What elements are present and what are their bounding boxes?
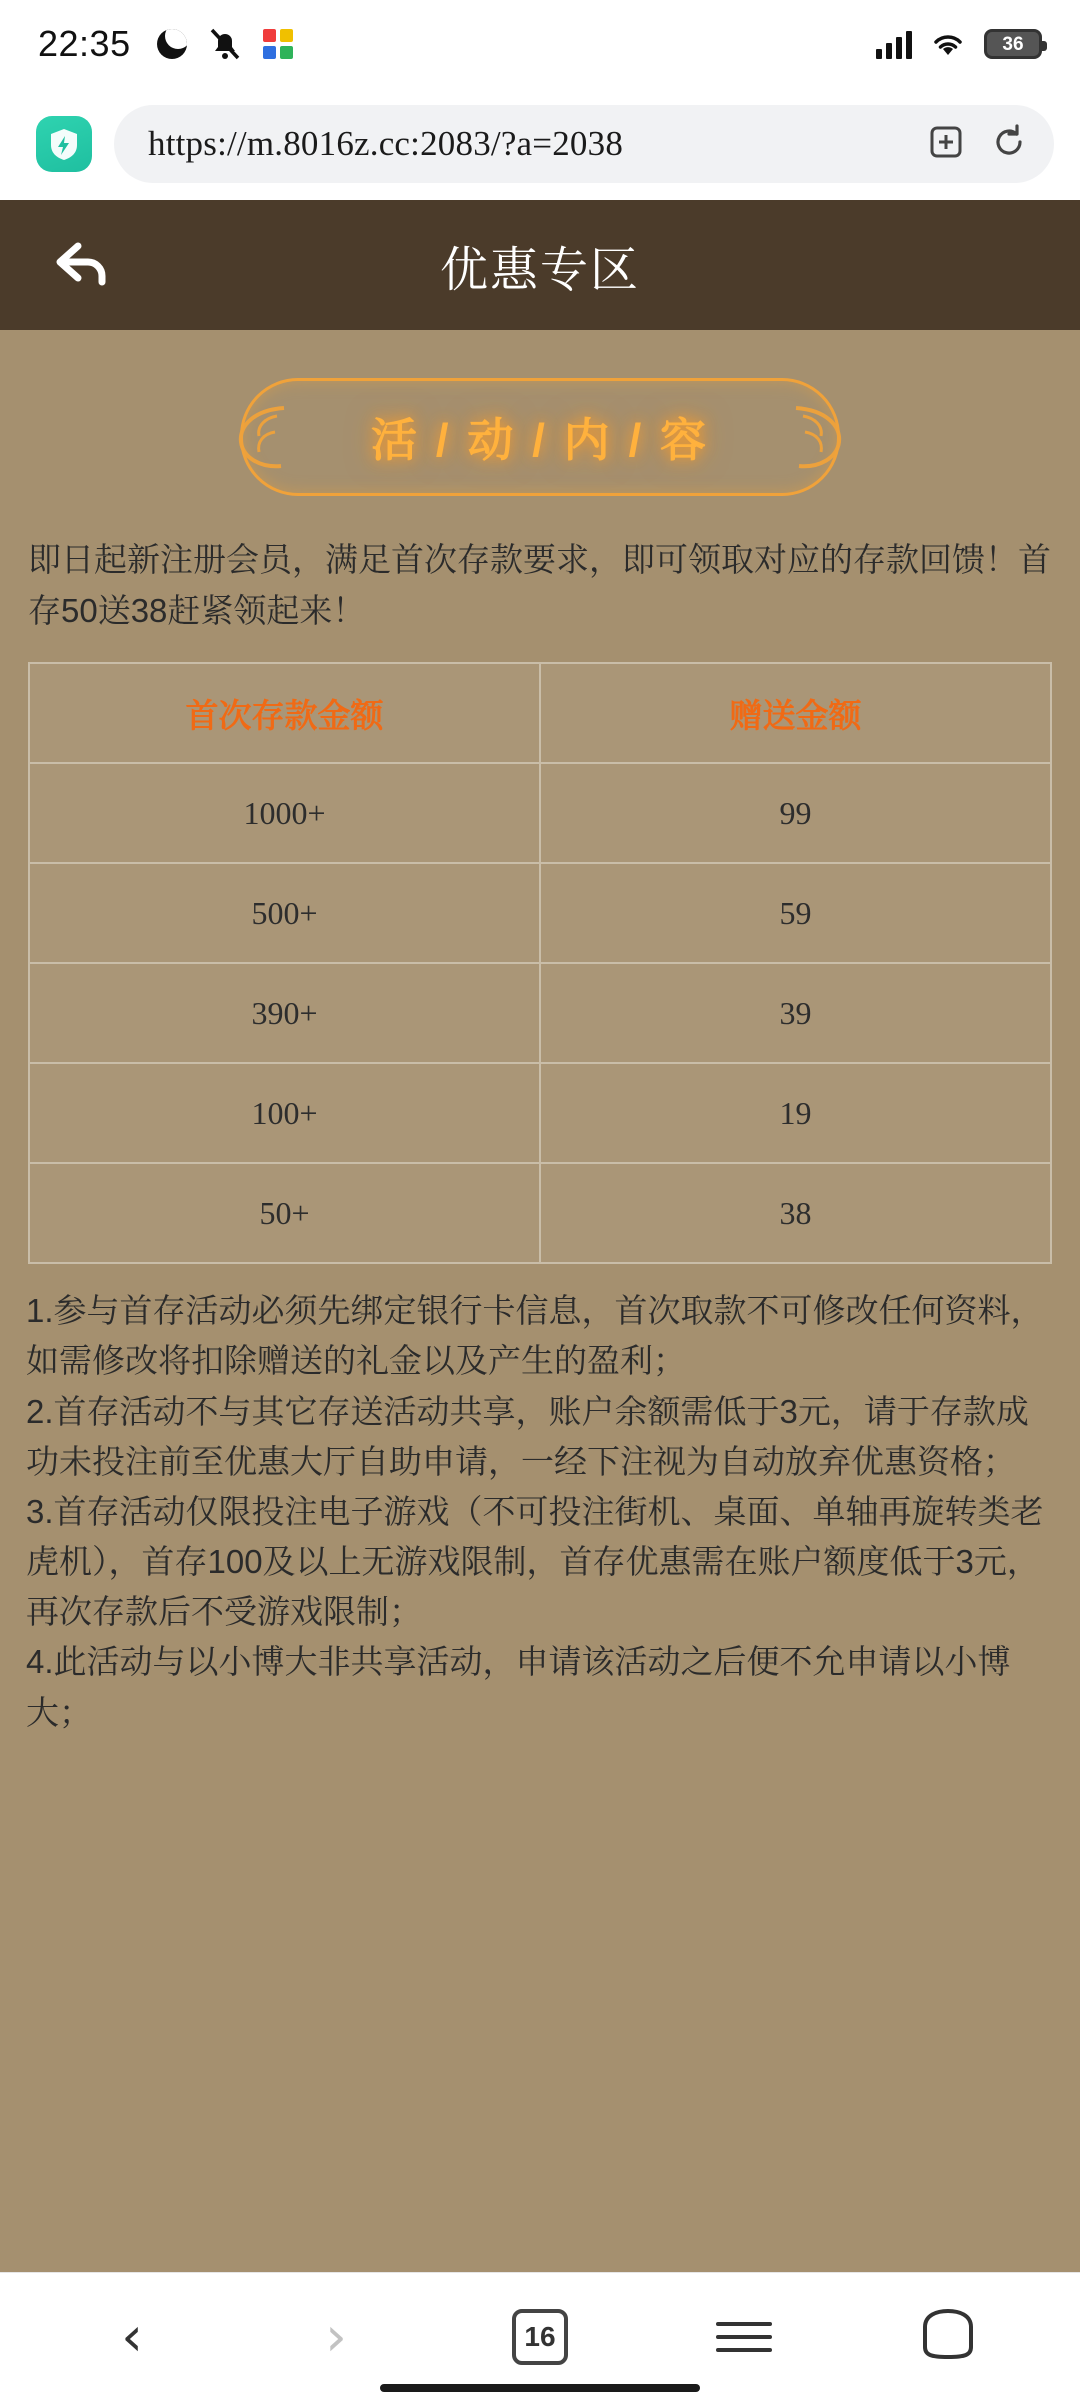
leaf-ornament-right-icon bbox=[781, 398, 851, 476]
rule-item: 1.参与首存活动必须先绑定银行卡信息，首次取款不可修改任何资料，如需修改将扣除赠送的礼金以及产生的盈利； bbox=[26, 1292, 1044, 1380]
browser-toolbar bbox=[0, 88, 1080, 200]
nav-back-button[interactable] bbox=[72, 2289, 192, 2385]
chevron-right-icon[interactable]: › bbox=[325, 2304, 347, 2368]
tab-count-badge[interactable]: 16 bbox=[512, 2309, 568, 2365]
nav-menu-button[interactable] bbox=[684, 2289, 804, 2385]
table-row bbox=[29, 1163, 1051, 1263]
status-left-icons bbox=[157, 27, 293, 61]
url-actions bbox=[928, 123, 1028, 166]
promo-intro: 即日起新注册会员，满足首次存款要求，即可领取对应的存款回馈！首存50送38赶紧领起来！ bbox=[28, 541, 1051, 630]
table-header-deposit: 首次存款金额 bbox=[29, 663, 540, 763]
rule-item: 3.首存活动仅限投注电子游戏（不可投注街机、桌面、单轴再旋转类老虎机），首存100及以上无游戏限制，首存优惠需在账户额度低于3元，再次存款后不受游戏限制； bbox=[26, 1492, 1044, 1631]
cell-bonus: 19 bbox=[540, 1063, 1051, 1163]
leaf-ornament-left-icon bbox=[229, 398, 299, 476]
table-row bbox=[29, 763, 1051, 863]
hamburger-icon[interactable] bbox=[716, 2313, 772, 2361]
signal-icon bbox=[876, 29, 912, 59]
promo-content bbox=[0, 330, 1080, 2272]
bell-off-icon bbox=[209, 27, 241, 61]
activity-banner bbox=[240, 378, 840, 496]
cell-bonus: 39 bbox=[540, 963, 1051, 1063]
table-header-bonus: 赠送金额 bbox=[540, 663, 1051, 763]
browser-bottom-nav bbox=[0, 2272, 1080, 2400]
cell-bonus: 99 bbox=[540, 763, 1051, 863]
cell-deposit: 1000+ bbox=[29, 763, 540, 863]
back-arrow-icon[interactable] bbox=[48, 230, 118, 300]
table-row bbox=[29, 863, 1051, 963]
promo-rules bbox=[0, 1264, 1080, 1737]
cell-deposit: 100+ bbox=[29, 1063, 540, 1163]
url-bar[interactable] bbox=[114, 105, 1054, 183]
rule-item: 2.首存活动不与其它存送活动共享，账户余额需低于3元，请于存款成功未投注前至优惠大厅自助申请，一经下注视为自动放弃优惠资格； bbox=[26, 1392, 1029, 1480]
status-bar bbox=[0, 0, 1080, 88]
nav-tabs-button[interactable] bbox=[480, 2289, 600, 2385]
gesture-indicator bbox=[380, 2384, 700, 2392]
status-right-icons bbox=[876, 29, 1042, 59]
cell-bonus: 59 bbox=[540, 863, 1051, 963]
moon-icon bbox=[157, 29, 187, 59]
cell-deposit: 390+ bbox=[29, 963, 540, 1063]
status-time: 22:35 bbox=[38, 23, 131, 64]
wifi-icon bbox=[930, 30, 966, 58]
nav-home-button[interactable] bbox=[888, 2289, 1008, 2385]
shield-icon[interactable] bbox=[36, 116, 92, 172]
page-header bbox=[0, 200, 1080, 330]
page-title: 优惠专区 bbox=[439, 243, 640, 297]
app-dots-icon bbox=[263, 29, 293, 59]
rule-item: 4.此活动与以小博大非共享活动，申请该活动之后便不允申请以小博大； bbox=[26, 1643, 1011, 1731]
reload-icon[interactable] bbox=[990, 123, 1028, 166]
url-text[interactable]: https://m.8016z.cc:2083/?a=2038 bbox=[148, 124, 624, 163]
cell-deposit: 50+ bbox=[29, 1163, 540, 1263]
table-row bbox=[29, 1063, 1051, 1163]
add-bookmark-icon[interactable] bbox=[928, 124, 964, 165]
chevron-left-icon[interactable]: ‹ bbox=[121, 2304, 143, 2368]
home-icon[interactable] bbox=[917, 2305, 979, 2368]
table-row bbox=[29, 963, 1051, 1063]
cell-deposit: 500+ bbox=[29, 863, 540, 963]
nav-forward-button[interactable] bbox=[276, 2289, 396, 2385]
battery-icon bbox=[984, 29, 1042, 59]
table-header-row bbox=[29, 663, 1051, 763]
prize-table bbox=[28, 662, 1052, 1264]
cell-bonus: 38 bbox=[540, 1163, 1051, 1263]
banner-text: 活 / 动 / 内 / 容 bbox=[370, 414, 710, 466]
battery-level: 36 bbox=[1002, 33, 1024, 55]
